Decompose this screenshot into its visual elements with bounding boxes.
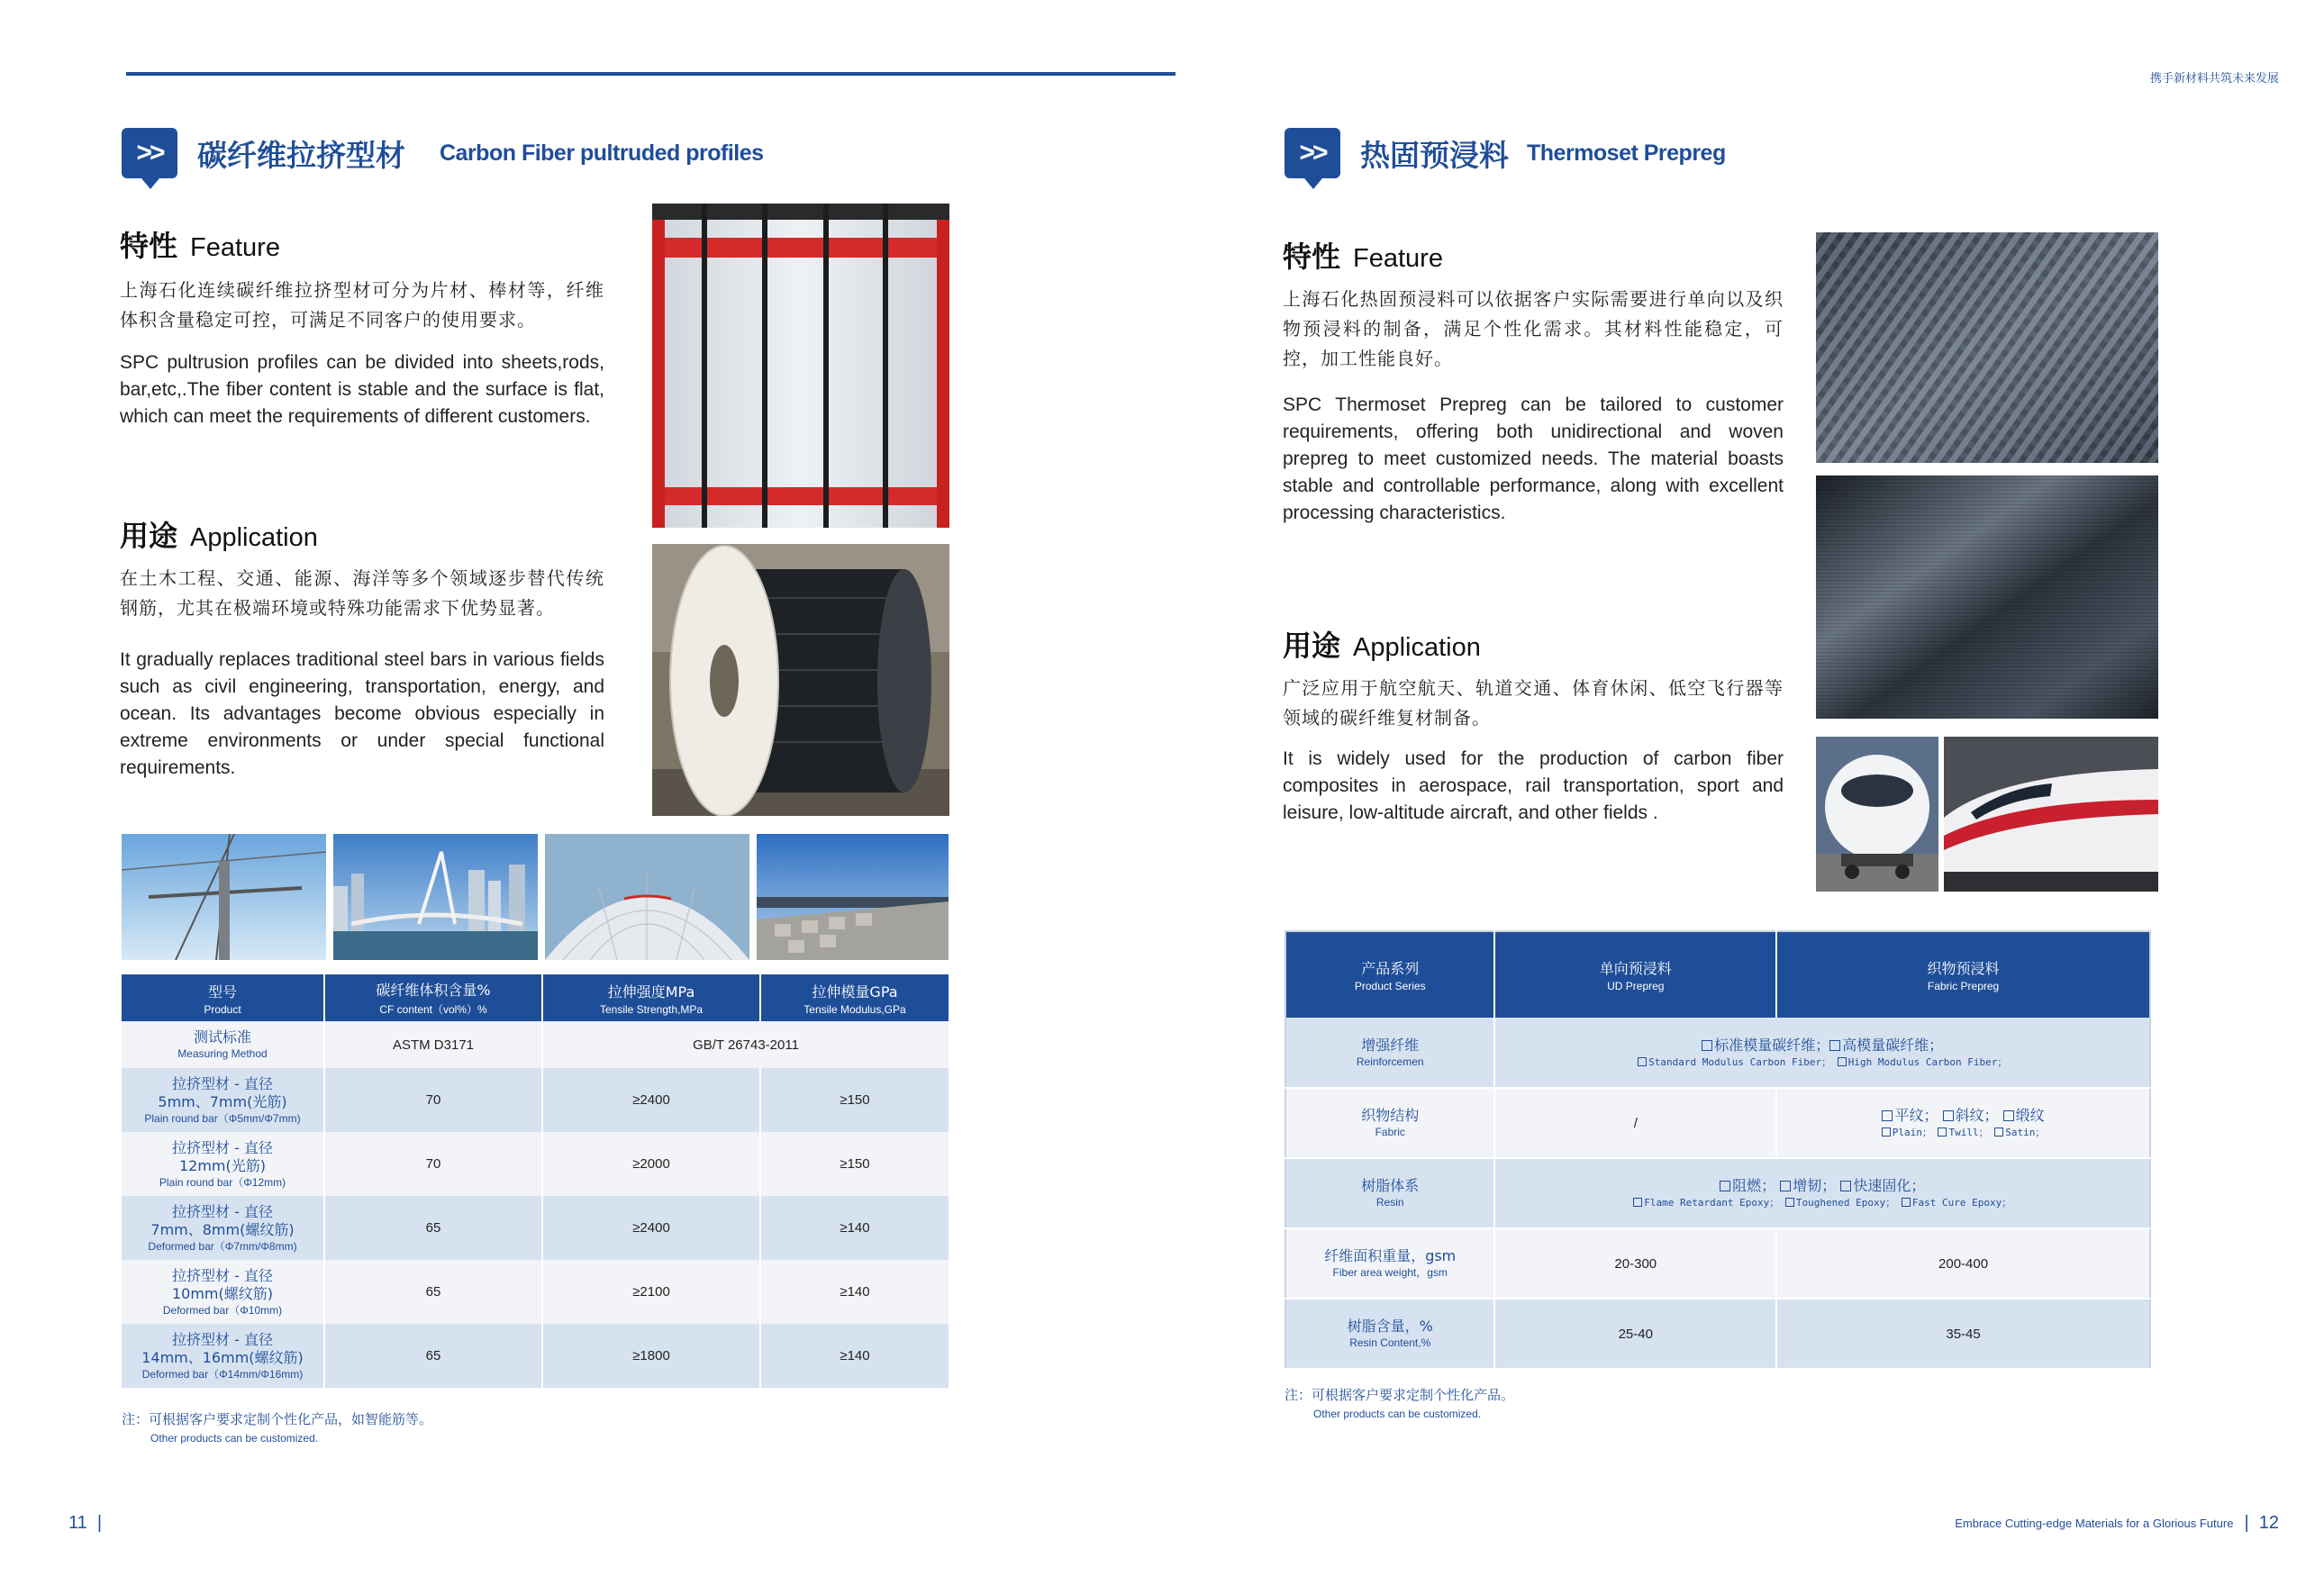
checkbox-flame-retardant: [1720, 1181, 1730, 1191]
application-heading-en: Application: [190, 523, 318, 552]
checkbox-icon: [1638, 1057, 1647, 1066]
checkbox-icon: [1838, 1057, 1847, 1066]
feature-heading-en: Feature: [190, 233, 280, 262]
col-header-tensile-strength: 拉伸强度MPa Tensile Strength,MPa: [542, 974, 760, 1021]
feature-heading: [1283, 234, 1443, 276]
table-row: 拉挤型材 - 直径 14mm、16mm(螺纹筋) Deformed bar（Φ14mm/Φ16mm) 65 ≥1800 ≥140: [122, 1324, 949, 1388]
application-heading-en: Application: [1353, 633, 1481, 662]
table-row: 拉挤型材 - 直径 10mm(螺纹筋) Deformed bar（Φ10mm) 65 ≥2100 ≥140: [122, 1260, 949, 1324]
photo-ud-prepreg: [1816, 476, 2158, 719]
application-heading-cn: 用途: [1283, 629, 1341, 663]
checkbox-icon: [1633, 1198, 1642, 1207]
checkbox-standard-modulus: [1702, 1040, 1712, 1051]
feature-heading-cn: 特性: [120, 229, 178, 263]
page-number-left: 11 |: [68, 1513, 103, 1533]
note-cn-right: 注：可根据客户要求定制个性化产品。: [1285, 1387, 1515, 1403]
checkbox-icon: [1902, 1198, 1911, 1207]
top-rule: [126, 72, 1176, 76]
page-number-right: | 12: [2244, 1513, 2279, 1533]
col-header-fabric-prepreg: 织物预浸料 Fabric Prepreg: [1776, 931, 2150, 1018]
feature-text-en: SPC pultrusion profiles can be divided into sheets,rods, bar,etc,.The fiber content is stable and the surface is flat, which can meet the requirements of different customers.: [120, 352, 604, 427]
photo-dome-roof: [545, 834, 749, 960]
photo-seawall: [757, 834, 949, 960]
prepreg-spec-table: [1285, 930, 2151, 1370]
checkbox-icon: [1785, 1198, 1794, 1207]
table-row: 拉挤型材 - 直径 7mm、8mm(螺纹筋) Deformed bar（Φ7mm/Φ8mm) 65 ≥2400 ≥140: [122, 1196, 949, 1260]
table-row: 拉挤型材 - 直径 5mm、7mm(光筋) Plain round bar（Φ5mm/Φ7mm) 70 ≥2400 ≥150: [122, 1068, 949, 1132]
application-text-en: It gradually replaces traditional steel bars in various fields such as civil engineering, transportation, energy, and ocean. Its advantages become obvious especially in extreme environments or under special functional requirements.: [120, 649, 604, 778]
photo-high-speed-train: [1944, 737, 2158, 892]
table-row-method: 测试标准 Measuring Method ASTM D3171 GB/T 26743-2011: [122, 1021, 949, 1068]
section-header-pultruded: [122, 128, 764, 178]
col-header-tensile-modulus: 拉伸模量GPa Tensile Modulus,GPa: [760, 974, 949, 1021]
feature-text-cn: 上海石化连续碳纤维拉挤型材可分为片材、棒材等，纤维体积含量稳定可控，可满足不同客户的使用要求。: [120, 279, 604, 331]
section-title-en: Thermoset Prepreg: [1527, 140, 1726, 166]
application-text-cn: 在土木工程、交通、能源、海洋等多个领域逐步替代传统钢筋，尤其在极端环境或特殊功能需求下优势显著。: [120, 567, 604, 619]
feature-heading-en: Feature: [1353, 244, 1443, 273]
table-row-resin: 树脂体系 Resin 阻燃； 增韧； 快速固化； Flame Retardant Epoxy； Toughened Epoxy； Fast Cure Epoxy；: [1285, 1158, 2150, 1228]
col-header-product-series: 产品系列 Product Series: [1285, 931, 1494, 1018]
checkbox-icon: [1994, 1128, 2003, 1137]
photo-carbon-rods: [652, 204, 949, 528]
checkbox-twill: [1943, 1110, 1954, 1121]
photo-carbon-spool: [652, 544, 949, 816]
footer-right: [1955, 1513, 2279, 1534]
note-en-right: Other products can be customized.: [1313, 1408, 1482, 1420]
application-heading: [120, 513, 318, 555]
section-title-cn: 碳纤维拉挤型材: [197, 137, 405, 173]
checkbox-icon: [1938, 1128, 1947, 1137]
checkbox-toughened: [1780, 1181, 1791, 1191]
feature-heading: [120, 223, 280, 265]
checkbox-satin: [2003, 1110, 2014, 1121]
checkbox-high-modulus: [1829, 1040, 1840, 1051]
col-header-cf-content: 碳纤维体积含量% CF content（vol%）%: [324, 974, 542, 1021]
table-row-resin-content: 树脂含量，% Resin Content,% 25-40 35-45: [1285, 1299, 2150, 1369]
feature-text-en: SPC Thermoset Prepreg can be tailored to customer requirements, offering both unidirectional and woven prepreg to meet customized needs. The material boasts stable and controllable performance, along with excellent processing characteristics.: [1283, 394, 1784, 523]
note-en-left: Other products can be customized.: [150, 1432, 319, 1445]
application-text-cn: 广泛应用于航空航天、轨道交通、体育休闲、低空飞行器等领域的碳纤维复材制备。: [1283, 677, 1784, 729]
feature-heading-cn: 特性: [1283, 240, 1341, 274]
chevron-badge-icon: >>: [122, 128, 177, 178]
chevron-badge-icon: >>: [1285, 128, 1340, 178]
table-row-fabric: 织物结构 Fabric / 平纹； 斜纹； 缎纹 Plain； Twill； Satin；: [1285, 1088, 2150, 1158]
application-heading-cn: 用途: [120, 519, 178, 553]
feature-text-cn: 上海石化热固预浸料可以依据客户实际需要进行单向以及织物预浸料的制备，满足个性化需求。其材料性能稳定，可控，加工性能良好。: [1283, 288, 1784, 369]
table-row: 拉挤型材 - 直径 12mm(光筋) Plain round bar（Φ12mm) 70 ≥2000 ≥150: [122, 1132, 949, 1196]
footer-tagline: Embrace Cutting-edge Materials for a Glorious Future: [1955, 1517, 2234, 1530]
page-slogan: 携手新材料共筑未来发展: [2149, 71, 2279, 85]
photo-bridge: [333, 834, 538, 960]
photo-aircraft-nose: [1816, 737, 1938, 892]
section-title-en: Carbon Fiber pultruded profiles: [440, 140, 764, 166]
section-header-prepreg: [1285, 128, 1726, 178]
note-cn-left: 注：可根据客户要求定制个性化产品，如智能筋等。: [122, 1411, 433, 1427]
photo-woven-carbon: [1816, 232, 2158, 463]
application-heading: [1283, 623, 1481, 665]
table-row-fiber-weight: 纤维面积重量，gsm Fiber area weight，gsm 20-300 200-400: [1285, 1228, 2150, 1299]
col-header-ud-prepreg: 单向预浸料 UD Prepreg: [1494, 931, 1776, 1018]
photo-power-pole: [122, 834, 326, 960]
col-header-product: 型号 Product: [122, 974, 324, 1021]
checkbox-icon: [1882, 1128, 1891, 1137]
application-text-en: It is widely used for the production of carbon fiber composites in aerospace, rail transportation, sport and leisure, low-altitude aircraft, and other fields .: [1283, 748, 1784, 823]
section-title-cn: 热固预浸料: [1360, 137, 1509, 173]
table-row-reinforcement: 增强纤维 Reinforcemen 标准模量碳纤维； 高模量碳纤维； Standard Modulus Carbon Fiber； High Modulus Carbon Fiber；: [1285, 1018, 2150, 1088]
checkbox-fast-cure: [1840, 1181, 1851, 1191]
checkbox-plain: [1882, 1110, 1893, 1121]
pultruded-spec-table: [122, 974, 949, 1388]
